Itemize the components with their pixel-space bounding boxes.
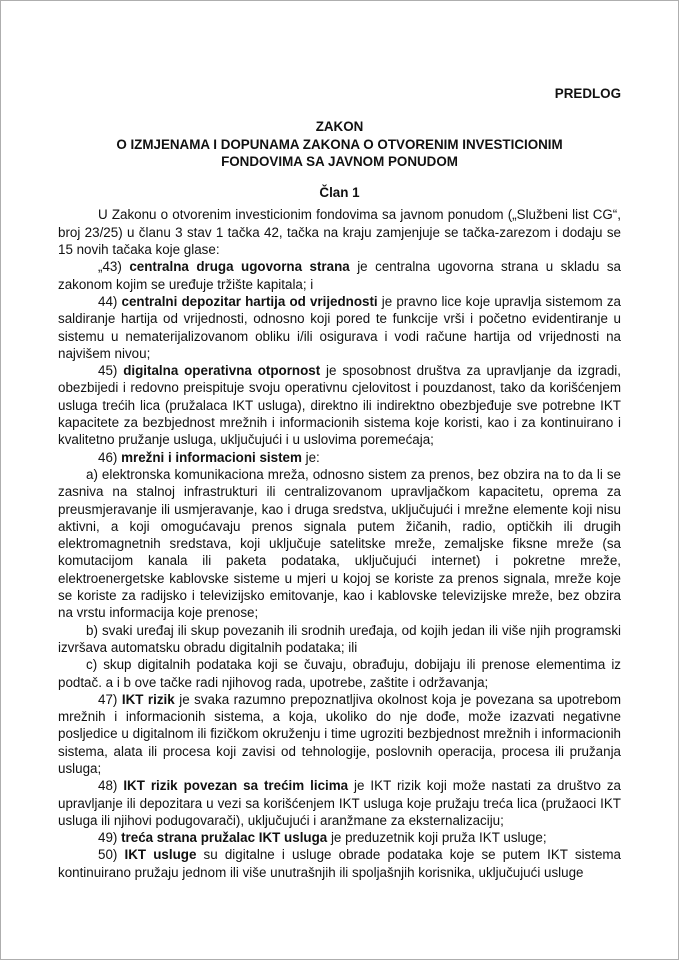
title-line: FONDOVIMA SA JAVNOM PONUDOM [221, 153, 458, 169]
title-line: O IZMJENAMA I DOPUNAMA ZAKONA O OTVORENIM INVESTICIONIM [116, 136, 563, 152]
paragraph [58, 449, 621, 466]
text-run: 49) [98, 830, 122, 846]
paragraph [58, 691, 621, 777]
paragraph [58, 622, 621, 657]
text-run: je sposobnost društva za upravljanje da izgradi, obezbijedi i redovno preispituje svoju operativnu cjelovitost i pouzdanost, tako da korišćenjem usluga trećih lica (pružalaca IKT usluga), direktno ili indirektno obezbjeđuje sve potrebne IKT kapacitete za bezbjednost mrežnih i informacionih sistema koje koristi, kao i za kontinuirano i kvalitetno pružanje usluga, uključujući i u uslovima poremećaja; [58, 363, 621, 448]
article-heading: Član 1 [319, 185, 360, 201]
defined-term: IKT rizik povezan sa trećim licima [123, 778, 349, 794]
paragraph [58, 846, 621, 881]
defined-term: centralna druga ugovorna strana [129, 259, 350, 275]
text-run: 50) [98, 847, 125, 863]
paragraph [58, 656, 621, 691]
paragraph [58, 293, 621, 362]
text-run: su digitalne i usluge obrade podataka koje se putem IKT sistema kontinuirano pružaju jednom ili više unutrašnjih ili spoljašnjih korisnika, uključujući usluge [58, 847, 622, 880]
text-run: „43) [98, 259, 130, 275]
text-run: c) skup digitalnih podataka koji se čuvaju, obrađuju, dobijaju ili prenose elementima iz podtač. a i b ove tačke radi njihovog rada, upotrebe, zaštite i održavanja; [58, 657, 621, 690]
text-run: 48) [98, 778, 124, 794]
document-title [58, 118, 621, 170]
text-run: je: [301, 449, 320, 465]
text-run: b) svaki uređaj ili skup povezanih ili srodnih uređaja, od kojih jedan ili više njih programski izvršava automatsku obradu digitalnih podataka; ili [58, 622, 621, 655]
defined-term: digitalna operativna otpornost [123, 363, 321, 379]
text-run: je centralna ugovorna strana u skladu sa zakonom kojim se uređuje tržište kapitala; i [58, 259, 622, 292]
text-run: 46) [98, 449, 122, 465]
document-body [58, 206, 621, 881]
paragraph [58, 362, 621, 448]
text-run: 47) [98, 691, 122, 707]
defined-term: IKT usluge [124, 847, 197, 863]
text-run: U Zakonu o otvorenim investicionim fondovima sa javnom ponudom („Službeni list CG“, broj 23/25) u članu 3 stav 1 tačka 42, tačka na kraju zamjenjuje se tačka-zarezom i dodaju se 15 novih tačaka koje glase: [58, 207, 621, 258]
paragraph [58, 777, 621, 829]
defined-term: centralni depozitar hartija od vrijednosti [121, 293, 378, 309]
text-run: je pravno lice koje upravlja sistemom za saldiranje hartija od vrijednosti, odnosno koji pored te funkcije vrši i početno evidentiranje u sistemu u nematerijalizovanom obliku i/ili osigurava i vodi račune hartija od vrijednosti na najvišem nivou; [58, 293, 621, 361]
defined-term: IKT rizik [121, 691, 175, 707]
text-run: 44) [98, 293, 122, 309]
text-run: je IKT rizik koji može nastati za društvo za upravljanje ili depozitara u vezi sa korišćenjem IKT usluga koje pružaju treća lica (pružaoci IKT usluga ili njihovi podugovarači), uključujući i aranžmane za eksternalizaciju; [58, 778, 622, 828]
defined-term: treća strana pružalac IKT usluga [121, 830, 328, 846]
title-line: ZAKON [315, 119, 364, 135]
text-run: a) elektronska komunikaciona mreža, odnosno sistem za prenos, bez obzira na to da li se zasniva na stalnoj infrastrukturi ili centralizovanom upravljačkom kapacitetu, oprema za preusmjeravanje ili usmjeravanje, kao i druga sredstva, uključujući i mrežne elemente koji nisu aktivni, a koji omogućavaju prenos signala putem žičanih, radio, optičkih ili drugih elektromagnetnih sredstava, koji uključuje satelitske mreže, zemaljske fiksne mreže (sa komutacijom kanala ili paketa podataka, uključujući internet) i pokretne mreže, elektroenergetske kablovske sisteme u mjeri u kojoj se koriste za prenos signala, mreže koje se koriste za radijsko i televizijsko emitovanje, kao i kablovske televizijske mreže, bez obzira na vrstu informacija koje prenose; [58, 466, 621, 621]
paragraph [58, 466, 621, 622]
paragraph [58, 206, 621, 258]
paragraph [58, 829, 621, 846]
text-run: je preduzetnik koji pruža IKT usluge; [327, 830, 547, 846]
text-run: je svaka razumno prepoznatljiva okolnost koja je povezana sa upotrebom mrežnih i informacionih sistema, a koja, ukoliko do nje dođe, može izazvati negativne posljedice u digitalnom ili fizičkom okruženju i time ugroziti bezbjednost mrežnih i informacionih sistema, alata ili procesa koji zavisi od tehnologije, poslovnih operacija, procesa ili pružanja usluga; [58, 691, 621, 776]
defined-term: mrežni i informacioni sistem [121, 449, 302, 465]
document-kicker: PREDLOG [554, 86, 621, 101]
text-run: 45) [98, 363, 124, 379]
paragraph [58, 258, 621, 293]
